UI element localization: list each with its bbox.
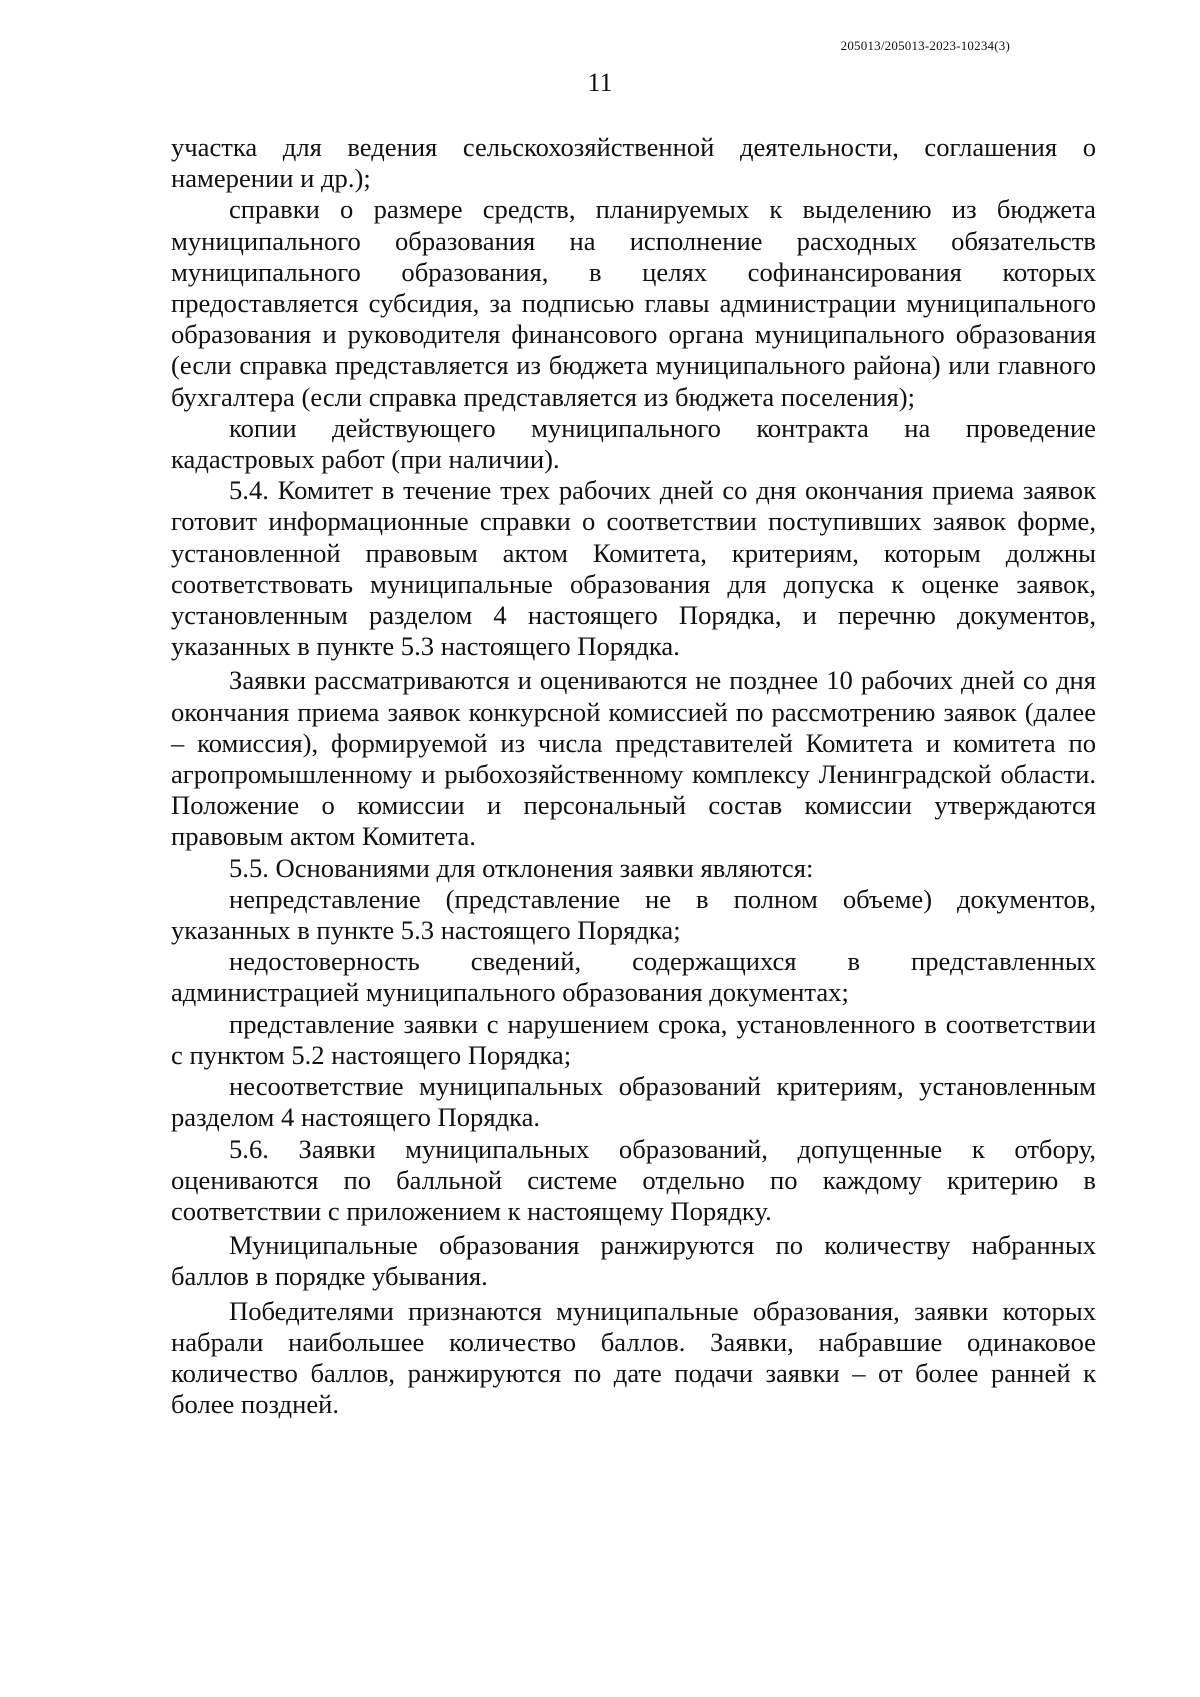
paragraph-budget-certificate: справки о размере средств, планируемых к выделению из бюджета муниципального образования на исполнение расходных обязательств муниципального образования, в целях софинансирования которых предоставляется субсидия, за подписью главы администрации муниципального образования и руководителя финансового органа муниципального образования (если справка представляется из бюджета муниципального района) или главного бухгалтера (если справка представляется из бюджета поселения); — [171, 194, 1096, 412]
paragraph-winners: Победителями признаются муниципальные образования, заявки которых набрали наибольшее количество баллов. Заявки, набравшие одинаковое количество баллов, ранжируются по дате подачи заявки – от более ранней к более поздней. — [171, 1295, 1096, 1420]
paragraph-applications-review: Заявки рассматриваются и оцениваются не позднее 10 рабочих дней со дня окончания приема заявок конкурсной комиссией по рассмотрению заявок (далее – комиссия), формируемой из числа представителей Комитета и комитета по агропромышленному и рыбохозяйственному комплексу Ленинградской области. Положение о комиссии и персональный состав комиссии утверждаются правовым актом Комитета. — [171, 665, 1096, 852]
page-number: 11 — [587, 68, 613, 97]
paragraph-contract-copies: копии действующего муниципального контракта на проведение кадастровых работ (при наличии). — [171, 412, 1096, 475]
paragraph-rejection-reason-3: представление заявки с нарушением срока, установленного в соответствии с пунктом 5.2 настоящего Порядка; — [171, 1008, 1096, 1070]
paragraph-clause-5-6: 5.6. Заявки муниципальных образований, допущенные к отбору, оцениваются по балльной системе отдельно по каждому критерию в соответствии с приложением к настоящему Порядку. — [171, 1133, 1096, 1226]
paragraph-rejection-reason-1: непредставление (представление не в полном объеме) документов, указанных в пункте 5.3 настоящего Порядка; — [171, 883, 1096, 946]
document-id: 205013/205013-2023-10234(3) — [840, 38, 1010, 53]
paragraph-clause-5-4: 5.4. Комитет в течение трех рабочих дней со дня окончания приема заявок готовит информационные справки о соответствии поступивших заявок форме, установленной правовым актом Комитета, критериям, которым должны соответствовать муниципальные образования для допуска к оценке заявок, установленным разделом 4 настоящего Порядка, и перечню документов, указанных в пункте 5.3 настоящего Порядка. — [171, 475, 1096, 662]
paragraph-continuation: участка для ведения сельскохозяйственной деятельности, соглашения о намерении и др.); — [171, 132, 1096, 194]
paragraph-ranking: Муниципальные образования ранжируются по количеству набранных баллов в порядке убывания. — [171, 1230, 1096, 1292]
paragraph-rejection-reason-2: недостоверность сведений, содержащихся в представленных администрацией муниципального образования документах; — [171, 946, 1096, 1008]
paragraph-clause-5-5: 5.5. Основаниями для отклонения заявки являются: — [229, 852, 814, 883]
document-body — [171, 132, 1096, 1420]
paragraph-rejection-reason-4: несоответствие муниципальных образований критериям, установленным разделом 4 настоящего Порядка. — [171, 1071, 1096, 1133]
